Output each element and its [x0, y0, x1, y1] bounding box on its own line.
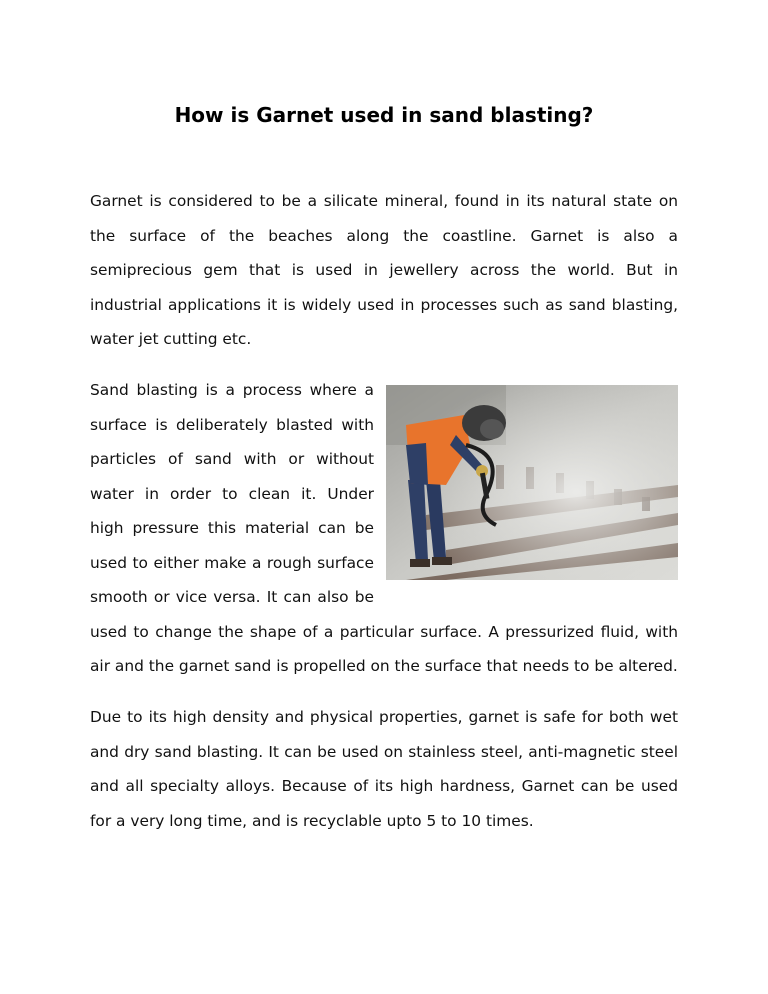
paragraph-properties: Due to its high density and physical properties, garnet is safe for both wet and dry sand blasting. It can be used on stainless steel, anti-magnetic steel and all specialty alloys. Because of its high hardness, Garnet can be used for a very long time, and is recyclable upto 5 to 10 times. [90, 708, 678, 830]
paragraph-process-block [90, 373, 678, 684]
sandblasting-worker-photo [386, 385, 678, 580]
page-title: How is Garnet used in sand blasting? [174, 103, 594, 127]
paragraph-intro: Garnet is considered to be a silicate mineral, found in its natural state on the surface of the beaches along the coastline. Garnet is also a semiprecious gem that is used in jewellery across the world. But in industrial applications it is widely used in processes such as sand blasting, water jet cutting etc. [90, 192, 678, 348]
paragraph-process: Sand blasting is a process where a surface is deliberately blasted with particles of sand with or without water in order to clean it. Under high pressure this material can be used to either make a rough surface smooth or vice versa. It can also be used to change the shape of a particular surface. A pressurized fluid, with air and the garnet sand is propelled on the surface that needs to be altered. [90, 381, 678, 675]
